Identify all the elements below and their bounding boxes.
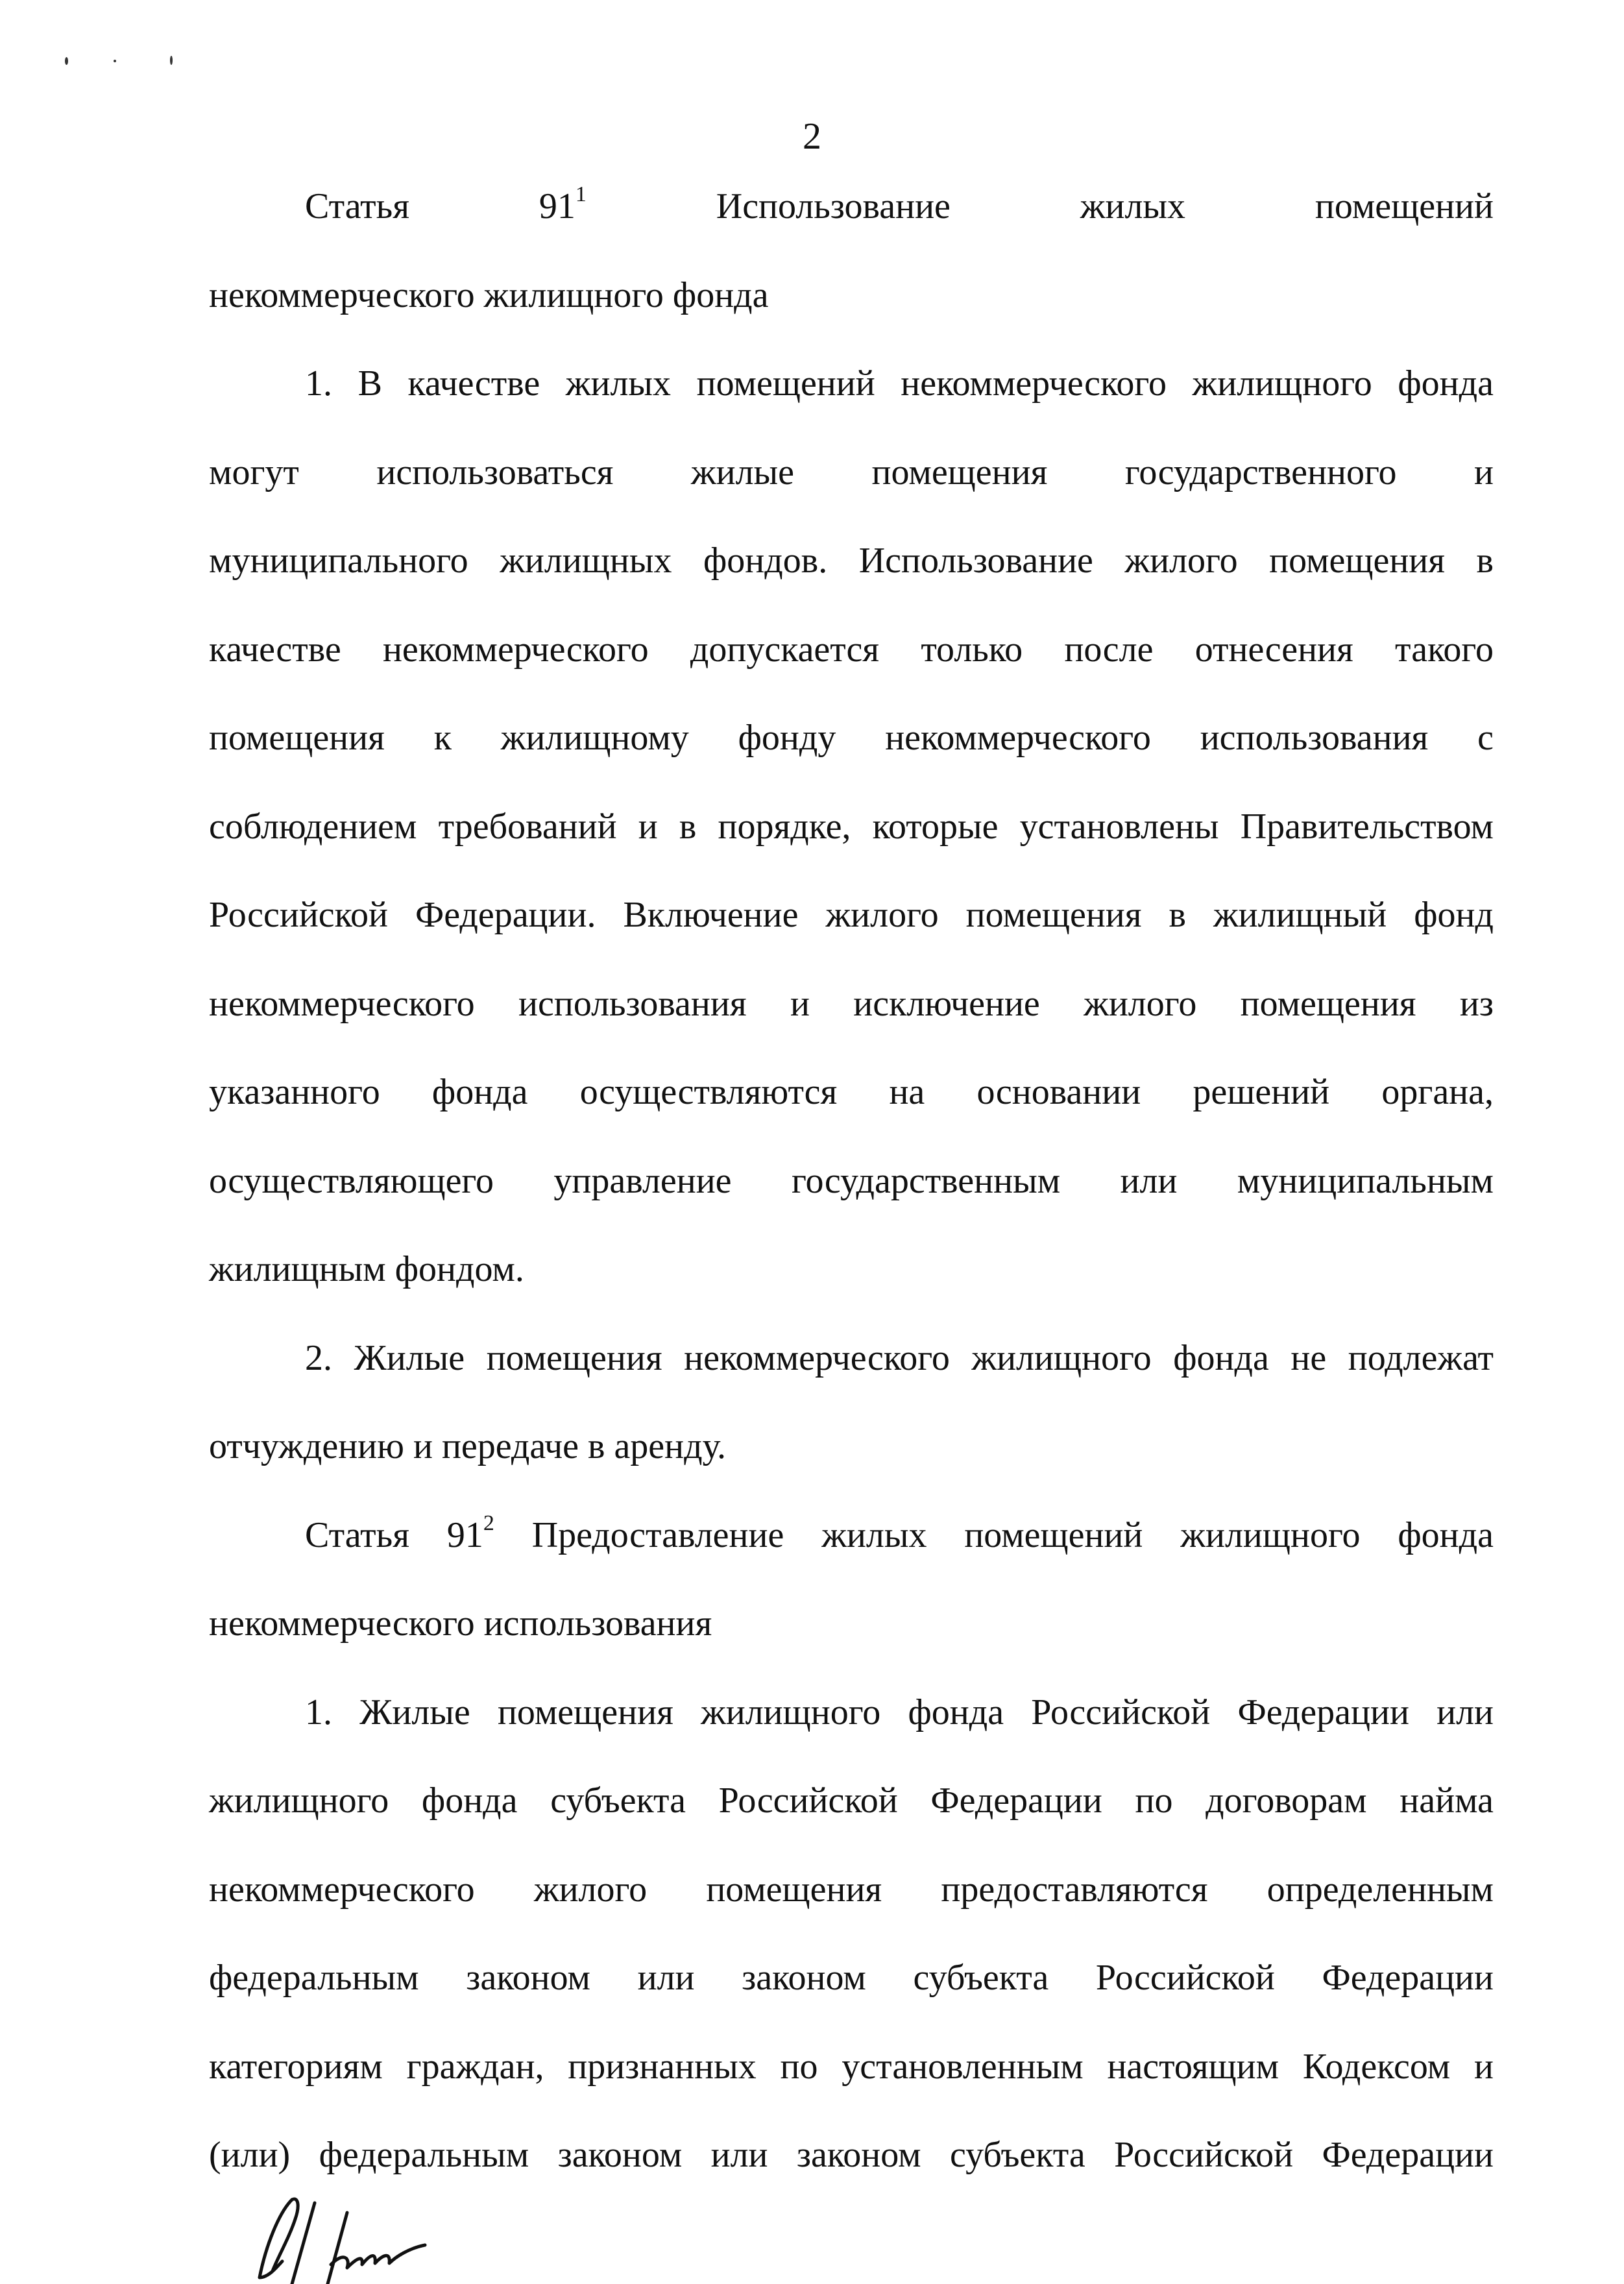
scan-speck: [170, 56, 173, 65]
text-line: 1. Жилые помещения жилищного фонда Российской Федерации или: [305, 1692, 1494, 1732]
article-heading: [209, 1491, 1494, 1580]
text-line: жилищным фондом.: [209, 1249, 524, 1289]
text-line: жилищного фонда субъекта Российской Федерации по договорам найма: [209, 1780, 1494, 1821]
text-line: (или) федеральным законом или законом субъекта Российской Федерации: [209, 2135, 1494, 2175]
scan-speck: [114, 60, 116, 62]
article-number: Статья 91: [305, 1514, 483, 1555]
text-line: 1. В качестве жилых помещений некоммерческого жилищного фонда: [305, 363, 1494, 404]
text-line: помещения к жилищному фонду некоммерческого использования с: [209, 718, 1494, 758]
page-number: 2: [803, 115, 821, 157]
text-line: осуществляющего управление государственным или муниципальным: [209, 1160, 1494, 1201]
text-line: указанного фонда осуществляются на основании решений органа,: [209, 1072, 1494, 1112]
text-line: некоммерческого жилого помещения предоставляются определенным: [209, 1869, 1494, 1910]
text-line: категориям граждан, признанных по установленным настоящим Кодексом и: [209, 2046, 1494, 2087]
article-superscript: 2: [483, 1511, 494, 1535]
scan-speck: [65, 57, 68, 65]
text-line: соблюдением требований и в порядке, которые установлены Правительством: [209, 806, 1494, 847]
document-body: [209, 162, 1494, 2200]
article-superscript: 1: [575, 182, 587, 206]
text-line: отчуждению и передаче в аренду.: [209, 1426, 727, 1466]
text-line: могут использоваться жилые помещения государственного и: [209, 452, 1494, 492]
article-title: Предоставление жилых помещений жилищного фонда: [531, 1514, 1494, 1555]
article-title: Использование жилых помещений: [716, 186, 1494, 226]
text-line: муниципального жилищных фондов. Использование жилого помещения в: [209, 541, 1494, 581]
text-line: 2. Жилые помещения некоммерческого жилищного фонда не подлежат: [305, 1337, 1494, 1378]
text-line: качестве некоммерческого допускается только после отнесения такого: [209, 629, 1494, 670]
text-line: Российской Федерации. Включение жилого помещения в жилищный фонд: [209, 895, 1494, 935]
text-line: федеральным законом или законом субъекта Российской Федерации: [209, 1958, 1494, 1998]
article-title-continued: некоммерческого жилищного фонда: [209, 274, 769, 315]
article-number: Статья 91: [305, 186, 576, 226]
text-line: некоммерческого использования и исключение жилого помещения из: [209, 983, 1494, 1024]
article-title-continued: некоммерческого использования: [209, 1603, 712, 1644]
article-heading: [209, 162, 1494, 251]
signature: [253, 2187, 616, 2284]
